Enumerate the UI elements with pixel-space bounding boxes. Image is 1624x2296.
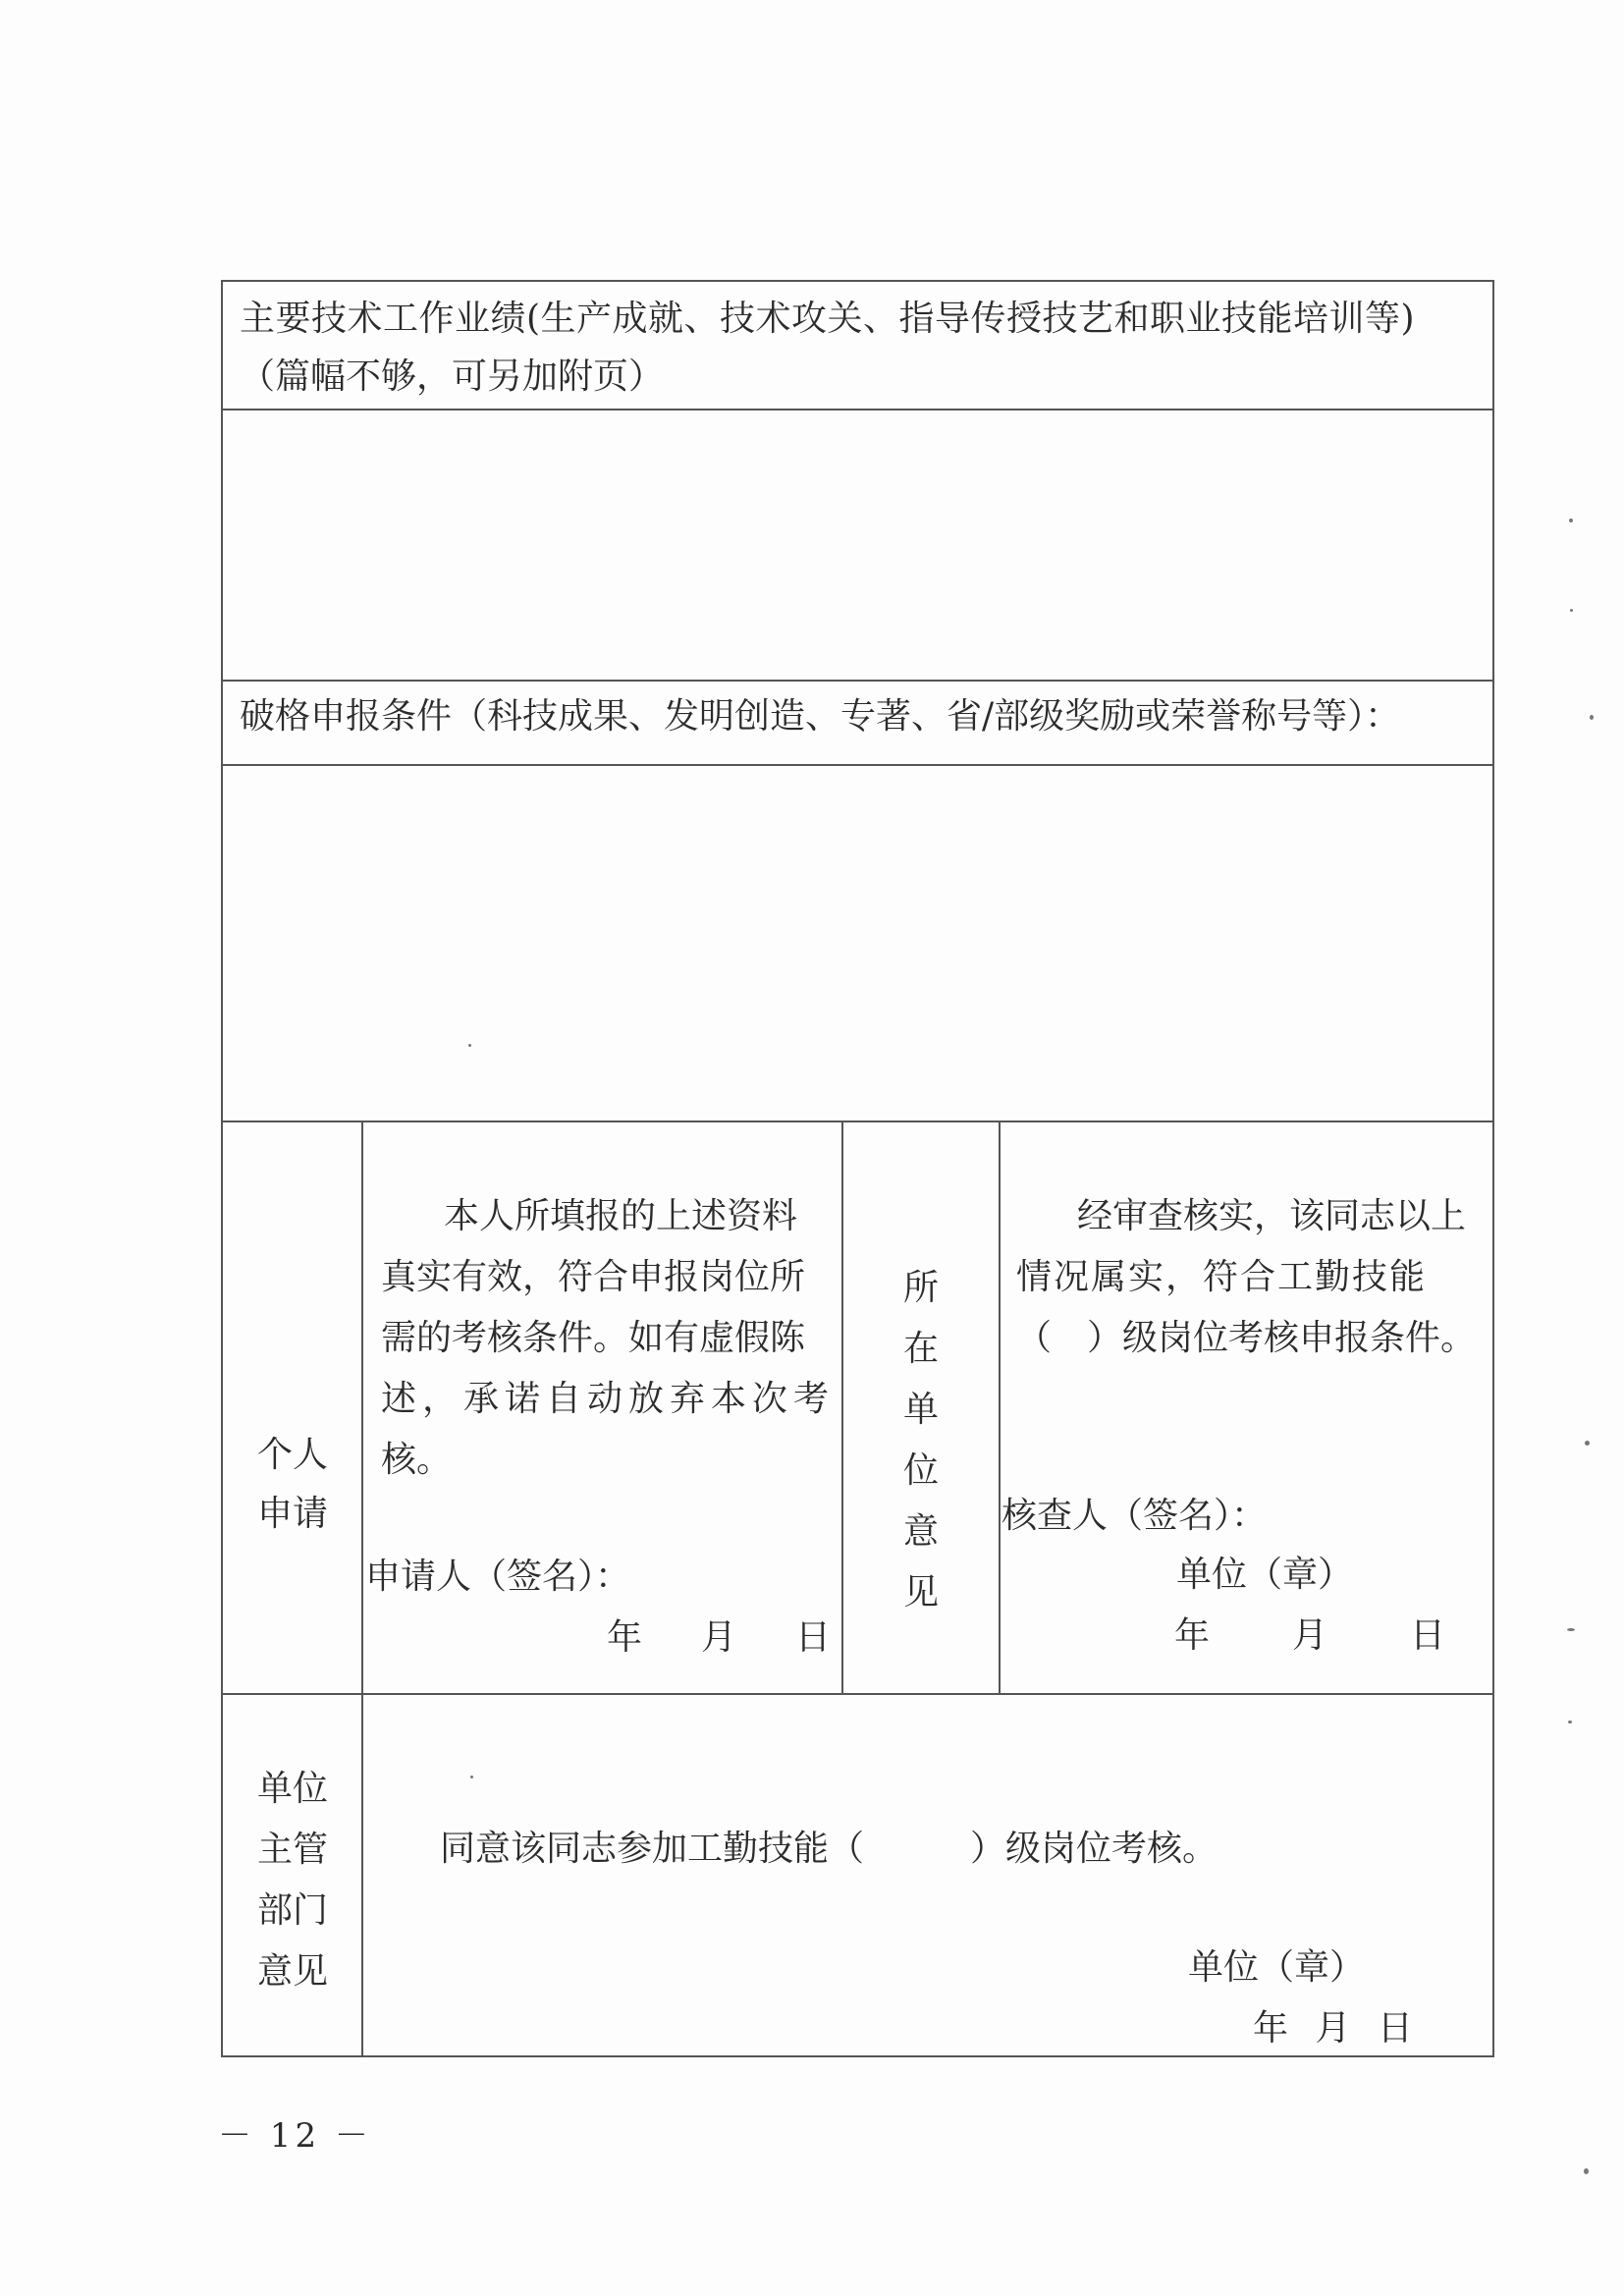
scan-speck — [1570, 609, 1573, 612]
unit-statement-line: 经审查核实，该同志以上 — [1077, 1196, 1467, 1236]
scan-speck — [468, 1044, 471, 1047]
scan-speck — [1569, 519, 1573, 522]
scan-speck — [1590, 715, 1594, 720]
scan-speck — [1585, 1441, 1590, 1446]
unit-opinion-label — [901, 1268, 941, 1636]
divider-personal-content — [841, 1121, 843, 1694]
divider-personal-label — [361, 1121, 363, 2057]
exception-heading: 破格申报条件（科技成果、发明创造、专著、省/部级奖励或荣誉称号等）： — [240, 696, 1401, 737]
skill-level-field[interactable] — [889, 1825, 997, 1872]
checker-signature-field[interactable] — [1286, 1491, 1483, 1538]
dept-opinion-statement: 同意该同志参加工勤技能（ ）级岗位考核。 — [440, 1829, 1218, 1869]
personal-label-line1: 个人 — [257, 1435, 329, 1475]
unit-opinion-label-char: 所 — [902, 1268, 939, 1308]
personal-statement-line: 述，承诺自动放弃本次考 — [381, 1379, 836, 1419]
unit-opinion-label-char: 见 — [902, 1572, 939, 1613]
scan-speck — [470, 1776, 473, 1778]
applicant-signature-label: 申请人（签名）： — [365, 1557, 631, 1597]
dept-opinion-label — [253, 1769, 332, 2015]
table-left-border — [221, 280, 223, 2057]
unit-statement-line: （ ）级岗位考核申报条件。 — [1016, 1318, 1477, 1358]
divider-unit-label — [999, 1121, 1001, 1694]
dept-opinion-label-line: 意见 — [256, 1951, 328, 1992]
personal-statement-line: 需的考核条件。如有虚假陈 — [381, 1318, 806, 1358]
divider-exception-bottom — [221, 1121, 1494, 1122]
dept-opinion-label-line: 单位 — [256, 1769, 328, 1809]
unit-opinion-label-char: 单 — [902, 1390, 939, 1430]
personal-statement-line: 本人所填报的上述资料 — [444, 1196, 798, 1236]
unit-opinion-label-char: 意 — [902, 1511, 939, 1552]
dept-date: 年 月 日 — [1253, 2008, 1421, 2049]
unit-date: 年 月 日 — [1174, 1615, 1450, 1656]
divider-opinion-bottom — [221, 1693, 1494, 1695]
dept-opinion-label-line: 主管 — [256, 1830, 328, 1870]
achievements-heading: 主要技术工作业绩(生产成就、技术攻关、指导传授技艺和职业技能培训等) — [240, 299, 1416, 339]
scan-speck — [1568, 1721, 1572, 1723]
scan-speck — [1567, 1628, 1575, 1631]
table-right-border — [1492, 280, 1494, 2057]
achievements-entry-area[interactable] — [224, 410, 1492, 678]
unit-stamp-label: 单位（章） — [1176, 1555, 1354, 1595]
page-number: － 12 － — [218, 2116, 372, 2156]
dept-opinion-label-line: 部门 — [256, 1890, 328, 1931]
unit-statement-line: 情况属实，符合工勤技能 — [1016, 1257, 1428, 1297]
unit-opinion-label-char: 在 — [902, 1329, 939, 1369]
dept-stamp-label: 单位（章） — [1188, 1947, 1366, 1988]
applicant-signature-field[interactable] — [648, 1552, 835, 1599]
achievements-note: （篇幅不够，可另加附页） — [240, 356, 665, 397]
personal-label-line2: 申请 — [257, 1494, 329, 1534]
unit-opinion-label-char: 位 — [902, 1450, 939, 1491]
table-top-border — [221, 280, 1494, 282]
table-bottom-border — [221, 2055, 1494, 2057]
personal-statement-line: 真实有效，符合申报岗位所 — [381, 1257, 806, 1297]
divider-achievements-bottom — [221, 680, 1494, 682]
exception-entry-area[interactable] — [224, 766, 1492, 1119]
personal-statement-line: 核。 — [381, 1440, 453, 1480]
applicant-date: 年 月 日 — [607, 1617, 843, 1658]
scan-speck — [1584, 2168, 1589, 2174]
checker-signature-label: 核查人（签名）： — [1001, 1496, 1268, 1536]
